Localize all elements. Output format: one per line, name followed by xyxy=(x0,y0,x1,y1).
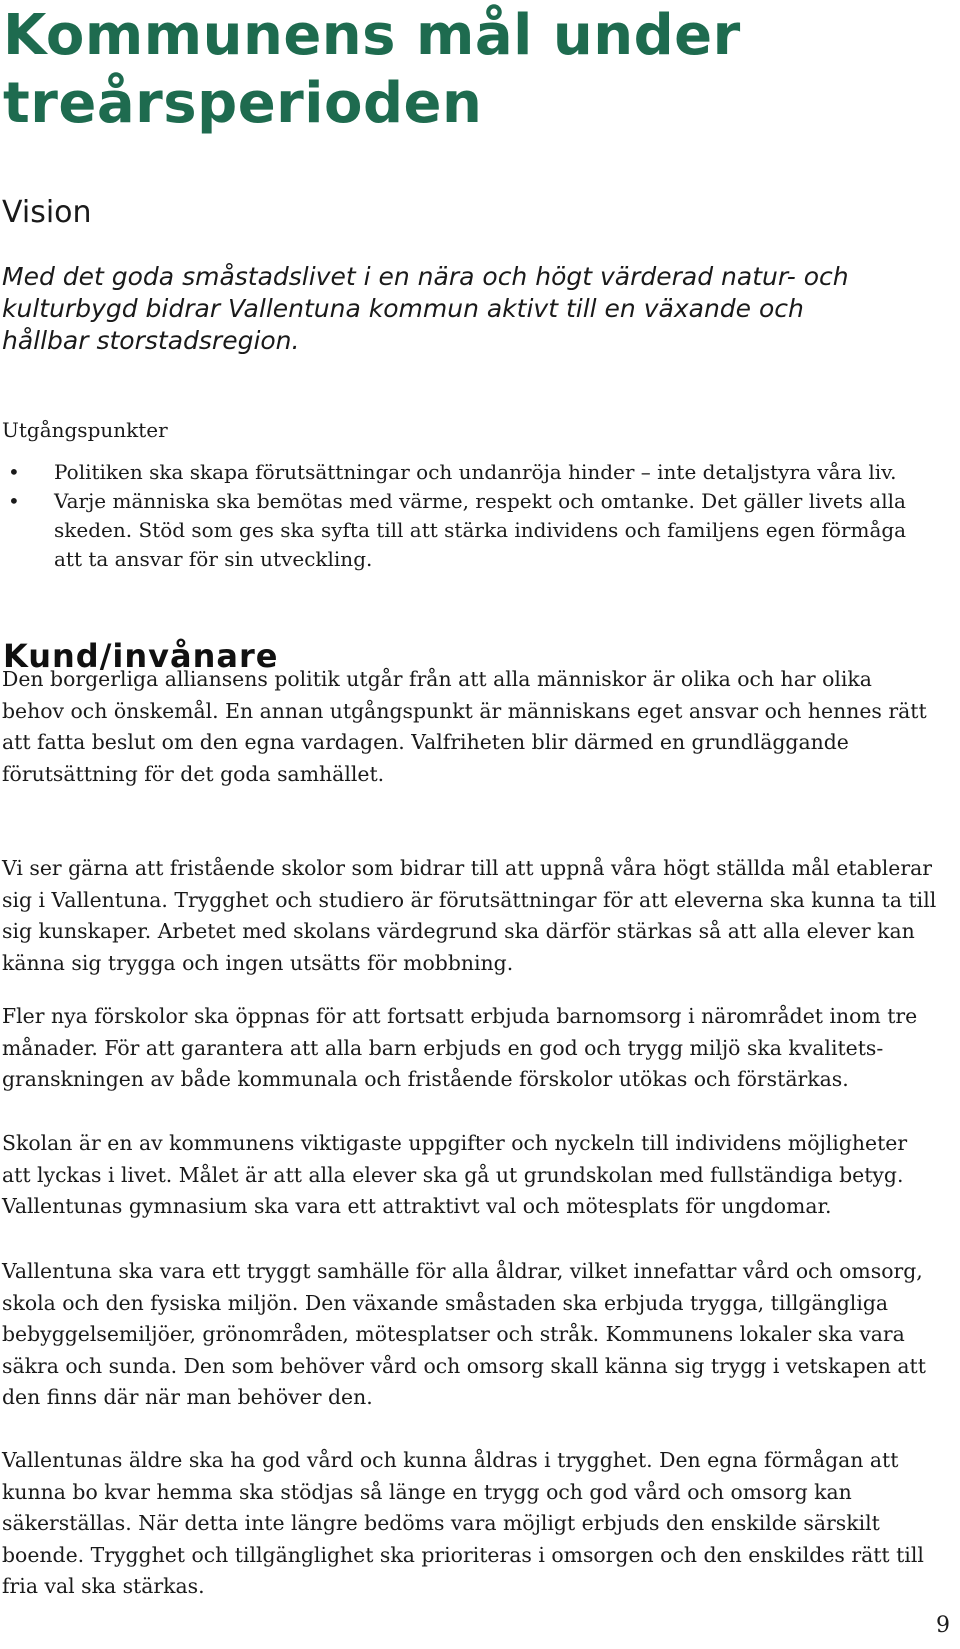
paragraph-line: fria val ska stärkas. xyxy=(2,1574,205,1598)
vision-heading: Vision xyxy=(2,195,92,230)
paragraph xyxy=(2,1128,952,1223)
paragraph xyxy=(2,1445,952,1603)
paragraph-line: behov och önskemål. En annan utgångspunkt är människans eget ansvar och hennes rätt xyxy=(2,698,927,723)
paragraph xyxy=(2,853,952,979)
utgangspunkter-heading: Utgångspunkter xyxy=(2,418,168,442)
paragraph-line: Vi ser gärna att fristående skolor som bidrar till att uppnå våra högt ställda mål etablerar xyxy=(2,856,932,880)
paragraph-line: att fatta beslut om den egna vardagen. Valfriheten blir därmed en grundläggande xyxy=(2,730,849,754)
page-title-line: treårsperioden xyxy=(3,71,483,136)
bullet-icon: • xyxy=(8,489,20,513)
list-item xyxy=(0,487,959,574)
page-title-line: Kommunens mål under xyxy=(3,3,741,68)
kund-invanare-heading: Kund/invånare xyxy=(3,637,279,675)
paragraph-line: kunna bo kvar hemma ska stödjas så länge en trygg och god vård och omsorg kan xyxy=(2,1479,852,1504)
paragraph xyxy=(2,664,952,790)
vision-statement xyxy=(2,261,932,357)
paragraph-line: granskningen av både kommunala och fristående förskolor utökas och förstärkas. xyxy=(2,1067,849,1091)
list-item xyxy=(0,458,959,487)
page-number: 9 xyxy=(936,1613,950,1638)
vision-line: hållbar storstadsregion. xyxy=(2,326,300,355)
paragraph-line: boende. Trygghet och tillgänglighet ska prioriteras i omsorgen och den enskildes rätt till xyxy=(2,1542,924,1567)
paragraph-line: Vallentunas gymnasium ska vara ett attraktivt val och mötesplats för ungdomar. xyxy=(2,1194,832,1218)
paragraph-line: att lyckas i livet. Målet är att alla elever ska gå ut grundskolan med fullständiga betyg. xyxy=(2,1162,904,1187)
paragraph-line: Fler nya förskolor ska öppnas för att fortsatt erbjuda barnomsorg i närområdet inom tre xyxy=(2,1004,918,1028)
vision-line: Med det goda småstadslivet i en nära och högt värderad natur- och xyxy=(2,262,849,291)
vision-line: kulturbygd bidrar Vallentuna kommun aktivt till en växande och xyxy=(2,294,804,323)
list-item-line: Politiken ska skapa förutsättningar och undanröja hinder – inte detaljstyra våra liv. xyxy=(54,460,897,484)
paragraph-line: månader. För att garantera att alla barn erbjuds en god och trygg miljö ska kvalitets- xyxy=(2,1035,884,1060)
page-title xyxy=(3,2,933,138)
paragraph-line: sig kunskaper. Arbetet med skolans värdegrund ska därför stärkas så att alla elever kan xyxy=(2,919,915,943)
paragraph xyxy=(2,1001,952,1096)
list-item-line: skeden. Stöd som ges ska syfta till att stärka individens och familjens egen förmåga xyxy=(54,518,907,542)
list-item-line: att ta ansvar för sin utveckling. xyxy=(54,547,373,571)
utgangspunkter-list xyxy=(0,458,960,574)
paragraph-line: Skolan är en av kommunens viktigaste uppgifter och nyckeln till individens möjligheter xyxy=(2,1131,908,1155)
paragraph-line: den finns där när man behöver den. xyxy=(2,1385,373,1409)
paragraph-line: säkra och sunda. Den som behöver vård och omsorg skall känna sig trygg i vetskapen att xyxy=(2,1353,926,1378)
paragraph xyxy=(2,1256,952,1414)
list-item-line: Varje människa ska bemötas med värme, respekt och omtanke. Det gäller livets alla xyxy=(54,489,906,513)
paragraph-line: förutsättning för det goda samhället. xyxy=(2,761,385,786)
paragraph-line: Den borgerliga alliansens politik utgår från att alla människor är olika och har olika xyxy=(2,667,872,691)
paragraph-line: Vallentuna ska vara ett tryggt samhälle för alla åldrar, vilket innefattar vård och omsorg, xyxy=(2,1259,923,1283)
paragraph-line: känna sig trygga och ingen utsätts för mobbning. xyxy=(2,950,514,975)
paragraph-line: säkerställas. När detta inte längre bedöms vara möjligt erbjuds den enskilde särskilt xyxy=(2,1511,880,1535)
paragraph-line: skola och den fysiska miljön. Den växande småstaden ska erbjuda trygga, tillgängliga xyxy=(2,1290,889,1315)
paragraph-line: Vallentunas äldre ska ha god vård och kunna åldras i trygghet. Den egna förmågan att xyxy=(2,1448,899,1472)
paragraph-line: sig i Vallentuna. Trygghet och studiero är förutsättningar för att eleverna ska kunna ta till xyxy=(2,887,937,912)
bullet-icon: • xyxy=(8,460,20,484)
paragraph-line: bebyggelsemiljöer, grönområden, mötesplatser och stråk. Kommunens lokaler ska vara xyxy=(2,1322,905,1346)
